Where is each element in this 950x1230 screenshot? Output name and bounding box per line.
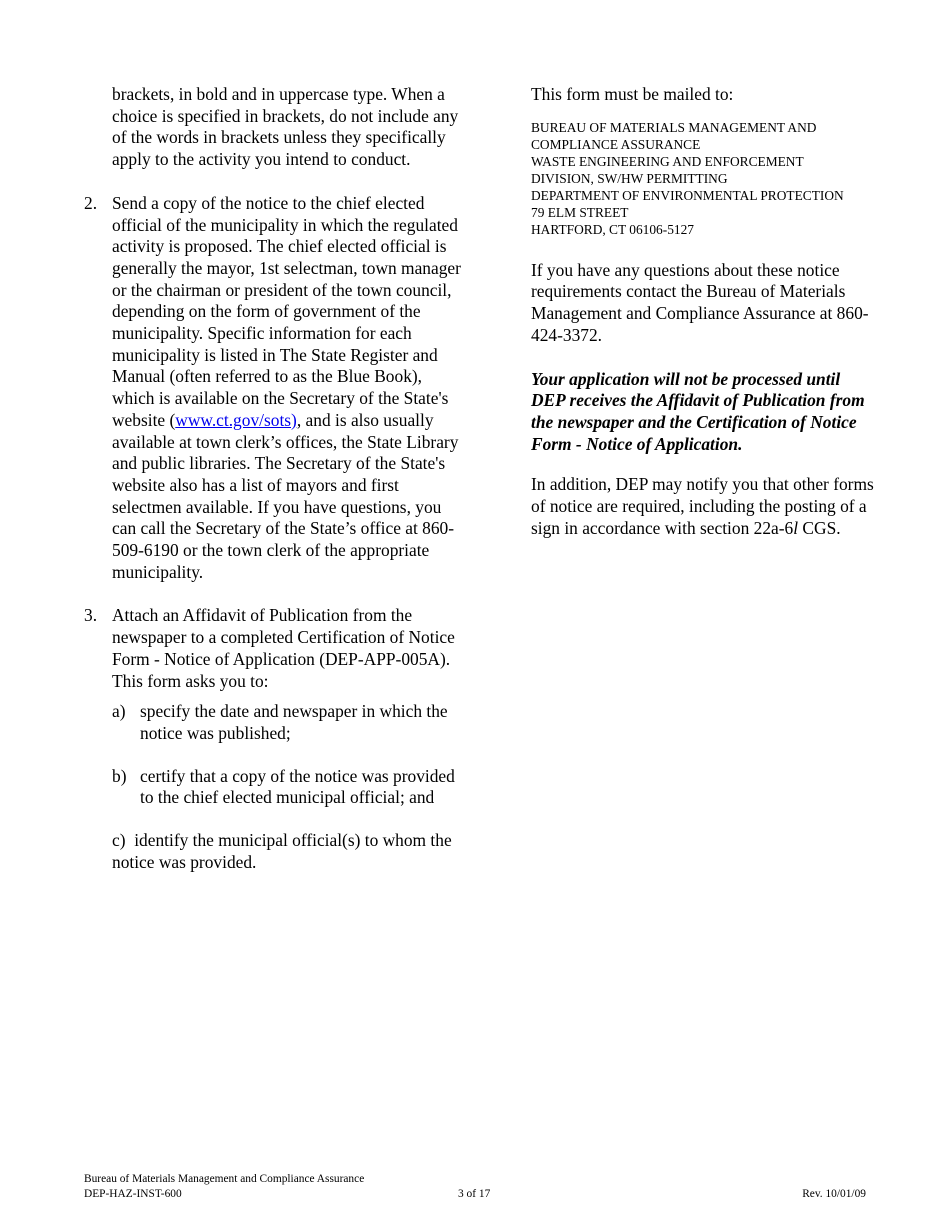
item-2-text-after-link: , and is also usually available at town clerk’s offices, the State Library and public libraries. The Secretary of the State's website also has a list of mayors and first selectmen available. If you have questions, you can call the Secretary of the State’s office at 860-509-6190 or the town clerk of the appropriate municipality. (112, 409, 459, 582)
address-line: DIVISION, SW/HW PERMITTING (531, 170, 728, 186)
list-item-2 (84, 193, 464, 584)
additional-notice-italic-l: l (793, 517, 799, 538)
intro-continuation: brackets, in bold and in uppercase type. When a choice is specified in brackets, do not include any of the words in brackets unless they specifically apply to the activity you intend to conduct. (112, 84, 459, 170)
address-line: COMPLIANCE ASSURANCE (531, 136, 701, 152)
list-item-3 (84, 605, 464, 692)
right-column (531, 84, 876, 539)
mailing-address (531, 119, 876, 238)
additional-notice-suffix: CGS. (798, 517, 841, 538)
sub-item-a-label: a) (112, 701, 126, 722)
mail-heading: This form must be mailed to: (531, 84, 734, 104)
left-column (84, 84, 464, 874)
additional-notice-paragraph (531, 474, 876, 539)
address-line: DEPARTMENT OF ENVIRONMENTAL PROTECTION (531, 187, 844, 203)
sub-item-c-text: identify the municipal official(s) to whom the notice was provided. (112, 830, 452, 872)
sub-item-c (84, 830, 464, 873)
footer-bureau: Bureau of Materials Management and Compliance Assurance (84, 1173, 365, 1185)
footer-page-number: 3 of 17 (458, 1188, 491, 1200)
sots-website-link[interactable]: www.ct.gov/sots) (175, 409, 297, 430)
sub-item-b-text: certify that a copy of the notice was provided to the chief elected municipal official; and (140, 765, 455, 808)
sub-item-b-label: b) (112, 765, 127, 786)
additional-notice-text: In addition, DEP may notify you that other forms of notice are required, including the posting of a sign in accordance with section 22a-6 (531, 474, 874, 538)
sub-item-c-label: c) (112, 830, 126, 851)
address-line: WASTE ENGINEERING AND ENFORCEMENT (531, 153, 804, 169)
address-line: HARTFORD, CT 06106-5127 (531, 221, 694, 237)
address-line: 79 ELM STREET (531, 204, 629, 220)
item-2-number: 2. (84, 192, 98, 213)
sub-item-b (84, 766, 464, 809)
item-2-text: Send a copy of the notice to the chief elected official of the municipality in which the regulated activity is proposed. The chief elected official is generally the mayor, 1st selectman, town manager or the chairman or president of the town council, depending on the form of government of the municipality. Specific information for each municipality is listed in The State Register and Manual (often referred to as the Blue Book), which is available on the Secretary of the State's website ( (112, 192, 461, 430)
footer-doc-id: DEP-HAZ-INST-600 (84, 1188, 182, 1200)
processing-warning: Your application will not be processed until DEP receives the Affidavit of Publication from the newspaper and the Certification of Notice Form - Notice of Application. (531, 368, 865, 454)
sub-item-a (84, 701, 464, 744)
sub-item-a-text: specify the date and newspaper in which the notice was published; (140, 701, 448, 743)
footer-revision: Rev. 10/01/09 (802, 1188, 866, 1200)
address-line: BUREAU OF MATERIALS MANAGEMENT AND (531, 119, 817, 135)
item-3-number: 3. (84, 605, 98, 626)
item-3-text: Attach an Affidavit of Publication from the newspaper to a completed Certification of Notice Form - Notice of Application (DEP-APP-005A). This form asks you to: (112, 605, 455, 691)
questions-paragraph: If you have any questions about these notice requirements contact the Bureau of Materials Management and Compliance Assurance at 860-424-3372. (531, 259, 869, 345)
